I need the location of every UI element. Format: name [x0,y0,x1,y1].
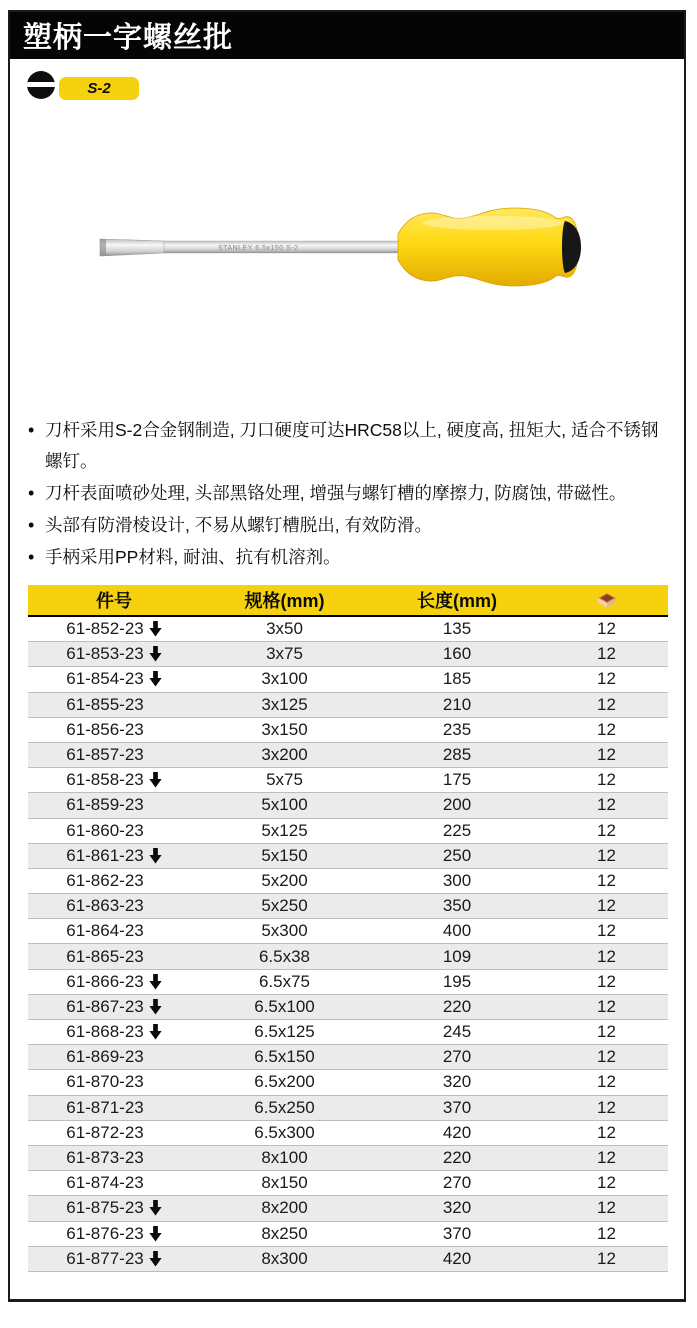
page-frame [8,10,686,1302]
part-number-cell [28,944,200,968]
table-row [28,793,668,818]
qty-cell: 12 [597,1072,616,1092]
part-number: 61-875-23 [66,1198,144,1218]
table-row [28,718,668,743]
qty-cell: 12 [597,1148,616,1168]
col-header-length: 长度(mm) [417,591,497,611]
page-title: 塑柄一字螺丝批 [23,22,234,54]
end-cap [562,221,581,273]
title-bar [10,12,684,59]
length-cell: 135 [442,619,472,639]
qty-cell: 12 [597,921,616,941]
qty-cell: 12 [597,1022,616,1042]
spec-cell: 6.5x100 [254,996,315,1016]
spec-cell: 3x150 [261,719,308,739]
table-row [28,1020,668,1045]
part-number-cell [28,819,200,843]
length-cell: 285 [442,745,472,765]
qty-cell: 12 [597,870,616,890]
spec-cell: 5x100 [261,795,308,815]
table-row [28,1196,668,1221]
part-number: 61-860-23 [66,820,144,840]
part-number: 61-853-23 [66,644,144,664]
length-cell: 400 [442,921,472,941]
part-number-cell [28,869,200,893]
table-row [28,642,668,667]
qty-cell: 12 [597,1223,616,1243]
part-number-cell [28,970,200,994]
down-arrow-icon [149,1024,162,1040]
table-header-row [28,585,668,617]
qty-cell: 12 [597,770,616,790]
table-row [28,1070,668,1095]
down-arrow-icon [149,1200,162,1216]
table-body [28,617,668,1272]
part-number: 61-862-23 [66,870,144,890]
table-row [28,1121,668,1146]
blade [100,239,164,256]
length-cell: 160 [442,644,472,664]
qty-cell: 12 [597,795,616,815]
spec-cell: 8x250 [261,1223,308,1243]
qty-cell: 12 [597,719,616,739]
feature-item: • 刀杆表面喷砂处理, 头部黑铬处理, 增强与螺钉槽的摩擦力, 防腐蚀, 带磁性。 [28,478,670,509]
length-cell: 220 [442,1148,472,1168]
spec-cell: 6.5x250 [254,1097,315,1117]
qty-cell: 12 [597,1122,616,1142]
spec-cell: 3x125 [261,694,308,714]
down-arrow-icon [149,1251,162,1267]
part-number: 61-876-23 [66,1223,144,1243]
part-number-cell [28,1096,200,1120]
part-number-cell [28,667,200,691]
part-number: 61-856-23 [66,719,144,739]
part-number-cell [28,995,200,1019]
part-number-cell [28,1196,200,1220]
spec-cell: 8x150 [261,1173,308,1193]
qty-cell: 12 [597,619,616,639]
table-row [28,1096,668,1121]
spec-cell: 6.5x200 [254,1072,315,1092]
part-number-cell [28,793,200,817]
qty-cell: 12 [597,845,616,865]
part-number: 61-854-23 [66,669,144,689]
length-cell: 195 [442,971,472,991]
length-cell: 350 [442,896,472,916]
qty-cell: 12 [597,1248,616,1268]
qty-cell: 12 [597,1047,616,1067]
length-cell: 109 [442,946,472,966]
table-row [28,743,668,768]
qty-cell: 12 [597,1097,616,1117]
part-number-cell [28,1070,200,1094]
part-number: 61-872-23 [66,1122,144,1142]
spec-cell: 6.5x125 [254,1022,315,1042]
part-number: 61-877-23 [66,1248,144,1268]
part-number: 61-858-23 [66,770,144,790]
part-number-cell [28,894,200,918]
down-arrow-icon [149,646,162,662]
down-arrow-icon [149,1226,162,1242]
part-number-cell [28,642,200,666]
qty-cell: 12 [597,669,616,689]
part-number-cell [28,768,200,792]
length-cell: 235 [442,719,472,739]
part-number-cell [28,693,200,717]
spec-cell: 5x125 [261,820,308,840]
part-number: 61-859-23 [66,795,144,815]
part-number: 61-873-23 [66,1148,144,1168]
steel-grade-label: S-2 [87,80,111,97]
feature-item: • 手柄采用PP材料, 耐油、抗有机溶剂。 [28,542,670,573]
table-row [28,819,668,844]
qty-cell: 12 [597,820,616,840]
part-number: 61-866-23 [66,971,144,991]
shaft-brand-text: STANLEY 6.5x150 S-2 [218,245,299,252]
table-row [28,944,668,969]
spec-table [28,585,668,1272]
part-number: 61-865-23 [66,946,144,966]
part-number-cell [28,1121,200,1145]
part-number: 61-857-23 [66,745,144,765]
part-number-cell [28,743,200,767]
length-cell: 200 [442,795,472,815]
part-number-cell [28,617,200,641]
table-row [28,995,668,1020]
col-header-qty [545,585,668,615]
part-number: 61-852-23 [66,619,144,639]
qty-cell: 12 [597,745,616,765]
table-row [28,970,668,995]
part-number-cell [28,1146,200,1170]
length-cell: 270 [442,1047,472,1067]
table-row [28,844,668,869]
slot-line [27,82,55,87]
spec-cell: 5x150 [261,845,308,865]
handle-highlight [423,216,563,230]
part-number-cell [28,919,200,943]
spec-cell: 5x300 [261,921,308,941]
length-cell: 245 [442,1022,472,1042]
spec-cell: 5x250 [261,896,308,916]
table-row [28,1171,668,1196]
spec-cell: 3x75 [266,644,303,664]
table-row [28,894,668,919]
part-number: 61-861-23 [66,845,144,865]
spec-cell: 8x300 [261,1248,308,1268]
table-row [28,1247,668,1272]
spec-cell: 3x200 [261,745,308,765]
qty-cell: 12 [597,971,616,991]
part-number: 61-868-23 [66,1022,144,1042]
spec-cell: 8x200 [261,1198,308,1218]
steel-grade-badge [59,77,139,100]
spec-cell: 6.5x75 [258,971,311,991]
length-cell: 210 [442,694,472,714]
length-cell: 320 [442,1072,472,1092]
part-number-cell [28,1171,200,1195]
part-number-cell [28,718,200,742]
part-number-cell [28,844,200,868]
length-cell: 270 [442,1173,472,1193]
part-number: 61-874-23 [66,1173,144,1193]
length-cell: 420 [442,1122,472,1142]
part-number: 61-864-23 [66,921,144,941]
spec-cell: 3x50 [266,619,303,639]
part-number: 61-867-23 [66,996,144,1016]
length-cell: 420 [442,1248,472,1268]
table-row [28,1222,668,1247]
carton-box-icon [595,591,619,609]
spec-cell: 6.5x38 [258,946,311,966]
part-number-cell [28,1247,200,1271]
qty-cell: 12 [597,996,616,1016]
part-number: 61-871-23 [66,1097,144,1117]
table-row [28,919,668,944]
length-cell: 370 [442,1097,472,1117]
down-arrow-icon [149,621,162,637]
col-header-spec: 规格(mm) [244,591,325,611]
spec-cell: 3x100 [261,669,308,689]
part-number: 61-869-23 [66,1047,144,1067]
down-arrow-icon [149,772,162,788]
down-arrow-icon [149,999,162,1015]
slotted-tip-icon [27,71,55,99]
feature-item: • 刀杆采用S-2合金钢制造, 刀口硬度可达HRC58以上, 硬度高, 扭矩大, 适合不锈钢螺钉。 [28,415,670,477]
part-number: 61-863-23 [66,896,144,916]
part-number-cell [28,1222,200,1246]
length-cell: 185 [442,669,472,689]
screwdriver-product-image [68,190,612,320]
length-cell: 175 [442,770,472,790]
down-arrow-icon [149,848,162,864]
qty-cell: 12 [597,896,616,916]
down-arrow-icon [149,974,162,990]
qty-cell: 12 [597,1173,616,1193]
spec-cell: 6.5x150 [254,1047,315,1067]
length-cell: 220 [442,996,472,1016]
blade-tip-face [100,239,106,256]
down-arrow-icon [149,671,162,687]
length-cell: 320 [442,1198,472,1218]
length-cell: 300 [442,870,472,890]
qty-cell: 12 [597,644,616,664]
part-number-cell [28,1020,200,1044]
part-number: 61-855-23 [66,694,144,714]
table-row [28,667,668,692]
table-row [28,1045,668,1070]
table-row [28,768,668,793]
length-cell: 250 [442,845,472,865]
col-header-part: 件号 [96,591,132,611]
part-number-cell [28,1045,200,1069]
feature-list [28,415,670,574]
spec-cell: 5x75 [266,770,303,790]
qty-cell: 12 [597,946,616,966]
length-cell: 370 [442,1223,472,1243]
qty-cell: 12 [597,694,616,714]
qty-cell: 12 [597,1198,616,1218]
spec-cell: 6.5x300 [254,1122,315,1142]
spec-cell: 5x200 [261,870,308,890]
length-cell: 225 [442,820,472,840]
table-row [28,617,668,642]
table-row [28,869,668,894]
spec-cell: 8x100 [261,1148,308,1168]
table-row [28,1146,668,1171]
table-row [28,693,668,718]
part-number: 61-870-23 [66,1072,144,1092]
feature-item: • 头部有防滑棱设计, 不易从螺钉槽脱出, 有效防滑。 [28,510,670,541]
